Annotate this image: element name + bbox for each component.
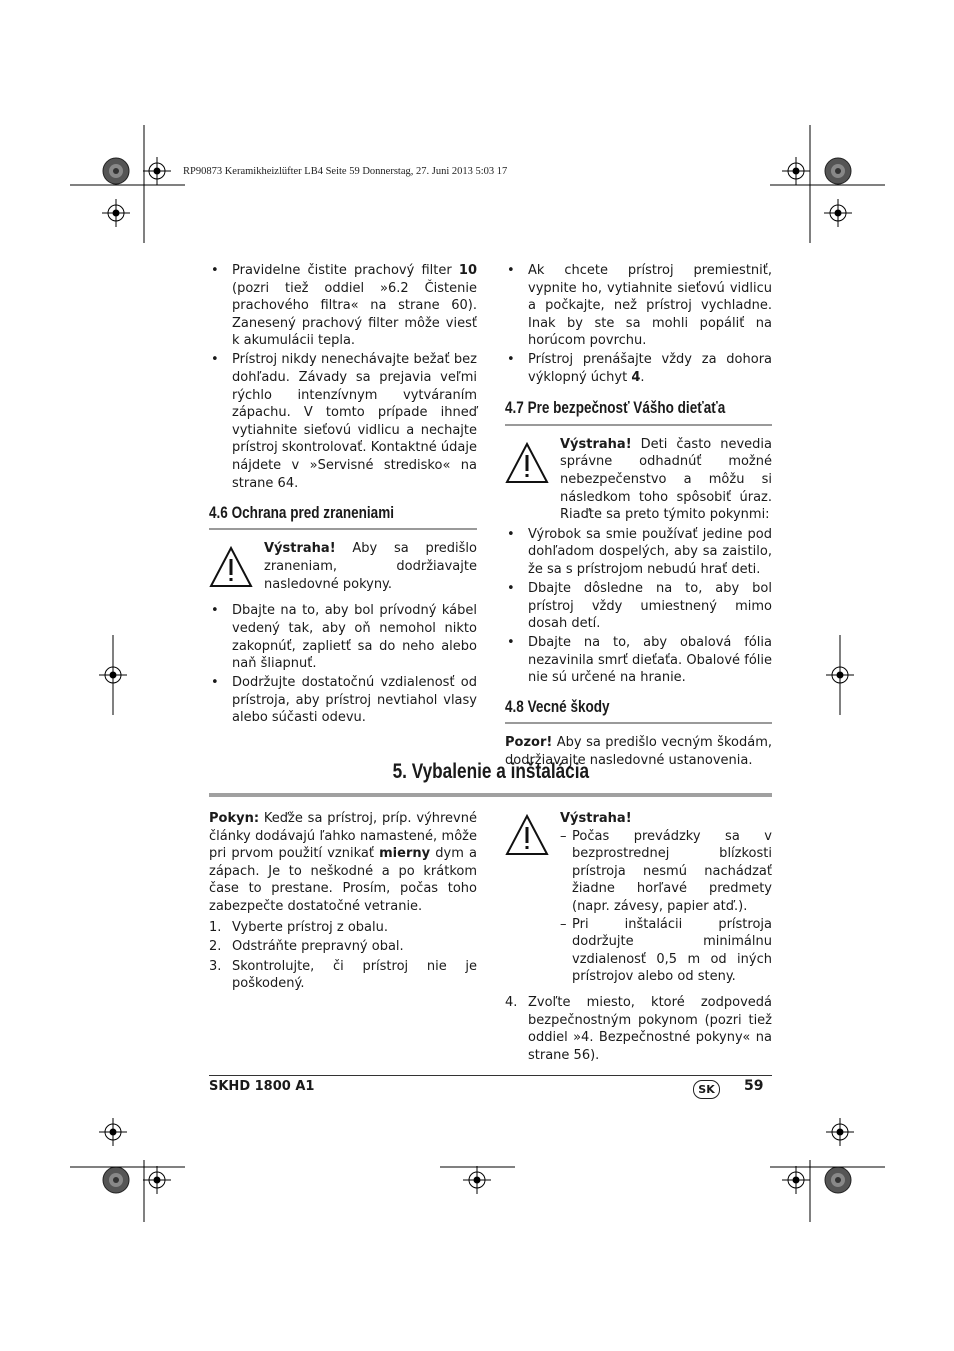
warning-label: Výstraha! <box>560 811 632 826</box>
warning-triangle-icon <box>505 442 549 484</box>
section-heading-4-8: 4.8 Vecné škody <box>505 697 610 716</box>
right-column <box>505 262 772 769</box>
warning-box: Výstraha! Deti často nevedia správne odhadnúť možné nebezpečenstvo a môžu si následkom toho spôsobiť úraz. Riaďte sa preto týmito pokynmi: <box>505 436 772 524</box>
warning-box: Výstraha! Aby sa predišlo zraneniam, dodržiavajte nasledovné pokyny. <box>209 540 477 600</box>
list-item: 2. Odstráňte prepravný obal. <box>209 939 404 955</box>
list-item: – Počas prevádzky sa v bezprostrednej blízkosti prístroja nesmú nachádzať žiadne horľavé predmety (napr. závesy, papier atď.). <box>560 828 772 916</box>
list-item: • Dodržujte dostatočnú vzdialenosť od prístroja, aby prístroj nevtiahol vlasy alebo súčasti odevu. <box>209 674 477 727</box>
section-rule <box>209 528 477 530</box>
note-paragraph: Pokyn: Keďže sa prístroj, príp. výhrevné články dodávajú ľahko namastené, môže pri prvom použití vznikať mierny dym a zápach. Je to neškodné a po krátkom čase to prestane. Prosím, počas toho zabezpečte dostatočné vetranie. <box>209 811 478 914</box>
bullet-list-top-right <box>505 262 772 387</box>
steps-list <box>209 919 477 993</box>
list-item: • Prístroj prenášajte vždy za dohora výklopný úchyt 4. <box>505 351 772 386</box>
bullet-list-4-7 <box>505 526 772 687</box>
language-badge: SK <box>693 1080 720 1099</box>
list-item: 4. Zvoľte miesto, ktoré zodpovedá bezpečnostným pokynom (pozri tiež oddiel »4. Bezpečnostné pokyny« na strane 56). <box>505 994 772 1063</box>
section-rule <box>505 722 772 724</box>
chapter-title: 5. Vybalenie a inštalácia <box>392 760 589 783</box>
list-item: • Dbajte na to, aby bol prívodný kábel vedený tak, aby oň nemohol nikto zakopnúť, zaplietť sa do neho alebo naň šliapnuť. <box>209 602 477 672</box>
page-number: 59 <box>744 1078 764 1094</box>
list-item: • Prístroj nikdy nenechávajte bežať bez dohľadu. Závady sa prejavia veľmi rýchlo intenzívnym vytváraním zápachu. V tomto prípade ihneď vytiahnite sieťovú vidlicu a nechajte prístroj skontrolovať. Kontaktné údaje nájdete v »Servisné stredisko« na strane 64. <box>209 351 477 492</box>
steps-list-continued <box>505 994 772 1064</box>
section-heading-4-6: 4.6 Ochrana pred zraneniami <box>209 503 394 522</box>
list-item: – Pri inštalácii prístroja dodržujte minimálnu vzdialenosť 0,5 m od iných prístrojov alebo od steny. <box>560 916 772 986</box>
footer-model: SKHD 1800 A1 <box>209 1079 315 1094</box>
list-item: • Ak chcete prístroj premiestniť, vypnite ho, vytiahnite sieťovú vidlicu a počkajte, než prístroj vychladne. Inak by ste sa mohli popáliť na horúcom povrchu. <box>505 262 772 350</box>
section-heading-4-7: 4.7 Pre bezpečnosť Vášho dieťaťa <box>505 399 726 418</box>
footer-rule <box>209 1075 772 1076</box>
bullet-list-top-left <box>209 262 477 492</box>
section-rule <box>505 424 772 426</box>
warning-label: Výstraha! <box>264 541 336 557</box>
bullet-list-4-6 <box>209 602 477 727</box>
list-item: 1. Vyberte prístroj z obalu. <box>209 919 389 935</box>
list-item: • Dbajte dôsledne na to, aby bol prístroj vždy umiestnený mimo dosah detí. <box>505 580 772 633</box>
list-item: 3. Skontrolujte, či prístroj nie je poškodený. <box>209 958 477 992</box>
warning-dash-list <box>560 828 772 986</box>
warning-triangle-icon <box>505 814 549 856</box>
warning-triangle-icon <box>209 546 253 588</box>
left-column <box>209 262 477 728</box>
list-item: • Pravidelne čistite prachový filter 10 (pozri tiež oddiel »6.2 Čistenie prachového filtra« na strane 60). Zanesený prachový filter môže viesť k akumulácii tepla. <box>209 262 477 350</box>
section-5-right <box>505 810 772 1066</box>
section-5-left <box>209 810 477 995</box>
list-item: • Dbajte na to, aby obalová fólia nezavinila smrť dieťaťa. Obalové fólie nie sú určené na hranie. <box>505 634 772 687</box>
warning-label: Výstraha! <box>560 436 632 452</box>
warning-box <box>505 810 772 986</box>
chapter-rule <box>209 793 772 797</box>
print-header: RP90873 Keramikheizlüfter LB4 Seite 59 Donnerstag, 27. Juni 2013 5:03 17 <box>183 166 508 177</box>
list-item: • Výrobok sa smie používať jedine pod dohľadom dospelých, aby sa zaistilo, že sa s prístrojom nebudú hrať deti. <box>505 526 772 579</box>
caution-paragraph: Pozor! Aby sa predišlo vecným škodám, dodržiavajte nasledovné ustanovenia. <box>505 735 772 768</box>
